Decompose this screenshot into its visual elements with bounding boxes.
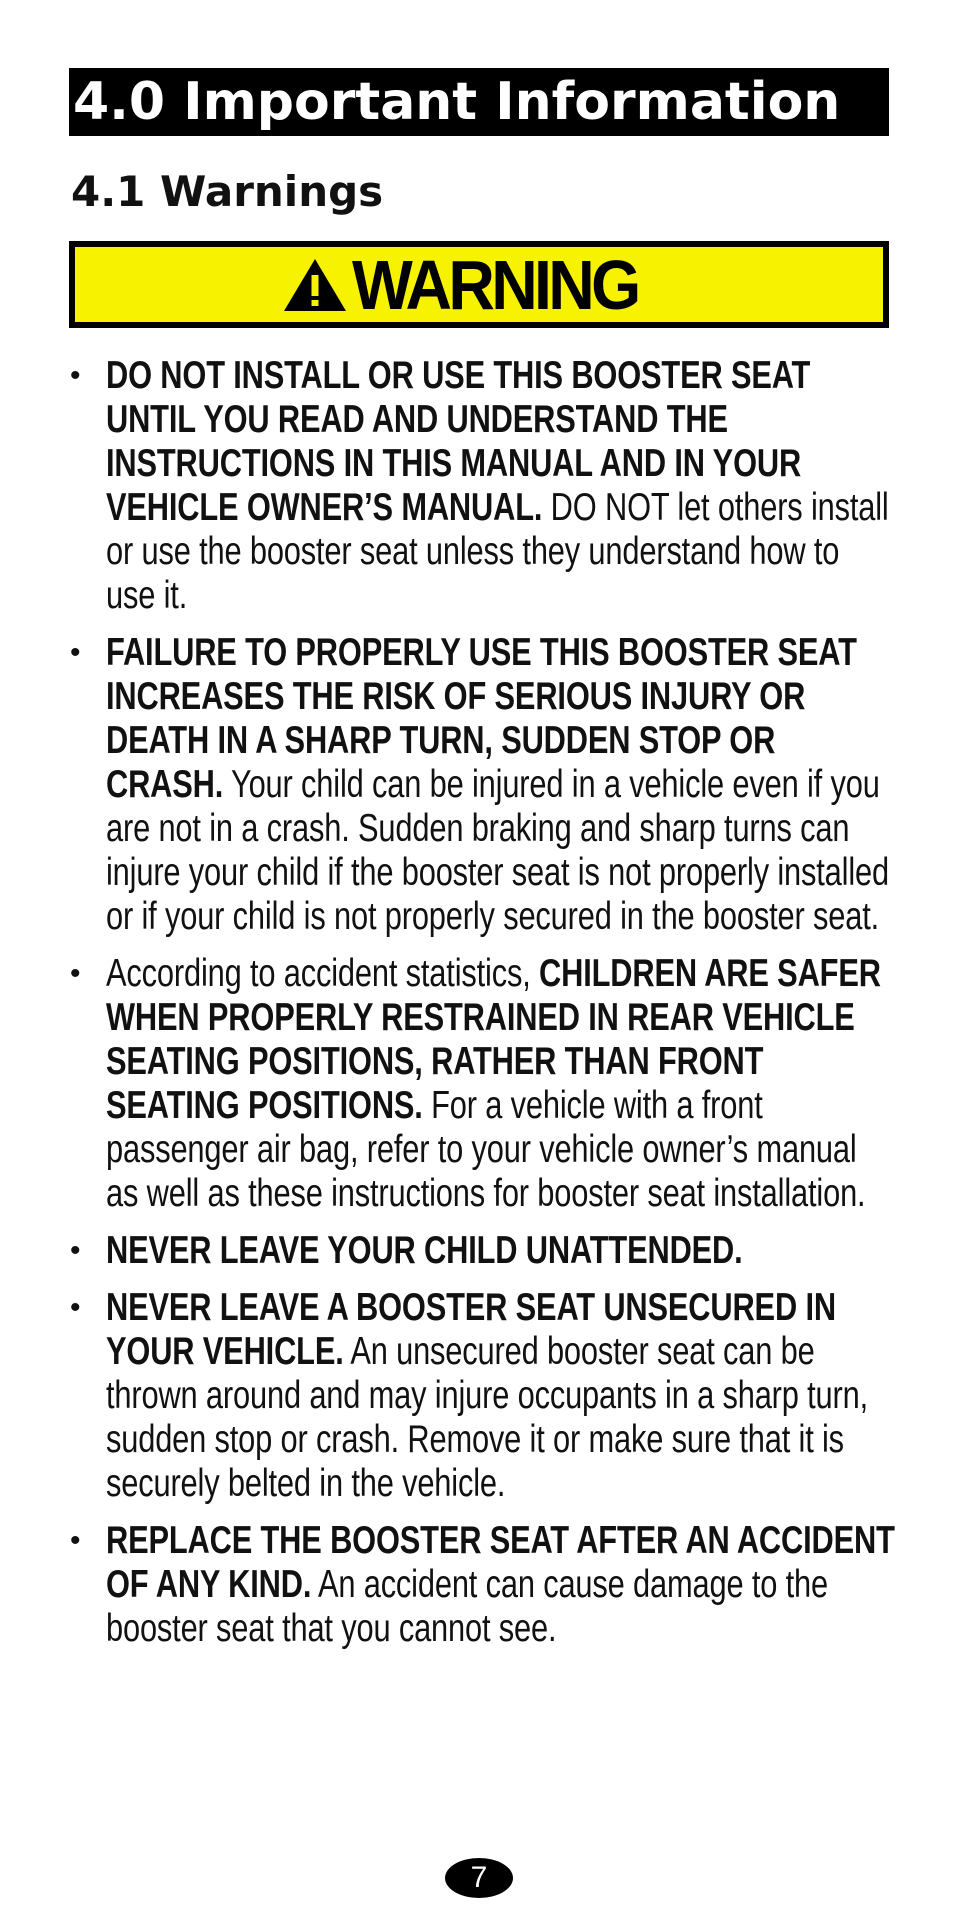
warning-item-text — [106, 1229, 896, 1273]
warning-item-bold: REPLACE THE BOOSTER SEAT AFTER AN ACCIDENT OF ANY KIND. — [106, 1519, 895, 1606]
warning-item — [69, 1229, 899, 1273]
bullet-dot: • — [70, 1524, 81, 1557]
bullet-dot: • — [70, 1291, 81, 1324]
warning-item-text — [106, 354, 896, 618]
warning-item-bold: DO NOT INSTALL OR USE THIS BOOSTER SEAT UNTIL YOU READ AND UNDERSTAND THE INSTRUCTIONS IN THIS MANUAL AND IN YOUR VEHICLE OWNER’S MANUAL. — [106, 354, 811, 529]
bullet-dot: • — [70, 636, 81, 669]
warning-item — [69, 1286, 899, 1506]
warning-item-intro: According to accident statistics, — [106, 952, 540, 995]
bullet-dot: • — [70, 1234, 81, 1267]
warning-item-detail: An accident can cause damage to the booster seat that you cannot see. — [106, 1563, 828, 1650]
warning-item — [69, 952, 899, 1216]
warning-item — [69, 1519, 899, 1651]
warning-item-detail: An unsecured booster seat can be thrown around and may injure occupants in a sharp turn, sudden stop or crash. Remove it or make sure that it is securely belted in the vehicle. — [106, 1330, 869, 1505]
warning-item-detail: DO NOT let others install or use the booster seat unless they understand how to use it. — [106, 486, 889, 617]
warning-item-detail: Your child can be injured in a vehicle even if you are not in a crash. Sudden braking and sharp turns can injure your child if the booster seat is not properly installed or if your child is not properly secured in the booster seat. — [106, 763, 889, 938]
warning-label: WARNING — [351, 245, 638, 324]
subsection-title: 4.1 Warnings — [71, 167, 384, 216]
warning-banner-content — [282, 245, 662, 324]
warning-item-text — [106, 1286, 896, 1506]
warning-list — [69, 354, 899, 1664]
warning-triangle-icon — [282, 257, 348, 313]
bullet-dot: • — [70, 359, 81, 392]
warning-item-text — [106, 952, 896, 1216]
warning-item — [69, 631, 899, 939]
warning-item-bold: CHILDREN ARE SAFER WHEN PROPERLY RESTRAINED IN REAR VEHICLE SEATING POSITIONS, RATHER THAN FRONT SEATING POSITIONS. — [106, 952, 881, 1127]
warning-item-text — [106, 631, 896, 939]
warning-item-bold: NEVER LEAVE A BOOSTER SEAT UNSECURED IN YOUR VEHICLE. — [106, 1286, 836, 1373]
warning-banner — [69, 241, 889, 328]
warning-item — [69, 354, 899, 618]
warning-item-text — [106, 1519, 896, 1651]
section-title: 4.0 Important Information — [69, 68, 889, 136]
warning-item-bold: FAILURE TO PROPERLY USE THIS BOOSTER SEAT INCREASES THE RISK OF SERIOUS INJURY OR DEATH IN A SHARP TURN, SUDDEN STOP OR CRASH. — [106, 631, 857, 806]
warning-item-bold: NEVER LEAVE YOUR CHILD UNATTENDED. — [106, 1229, 743, 1272]
warning-item-detail: For a vehicle with a front passenger air bag, refer to your vehicle owner’s manual as well as these instructions for booster seat installation. — [106, 1084, 866, 1215]
bullet-dot: • — [70, 957, 81, 990]
page-number: 7 — [445, 1858, 513, 1898]
